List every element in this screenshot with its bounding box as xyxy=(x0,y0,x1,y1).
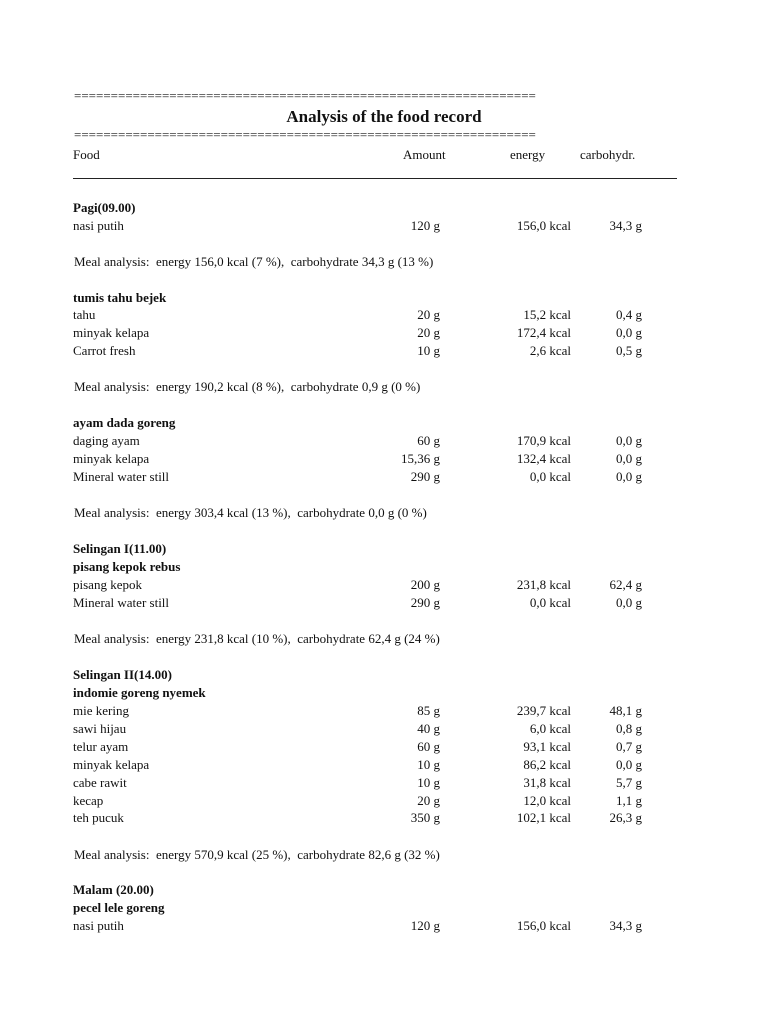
table-row xyxy=(0,702,768,720)
table-row xyxy=(0,342,768,360)
table-row xyxy=(0,774,768,792)
row-amount: 350 g xyxy=(410,810,440,825)
table-row xyxy=(0,576,768,594)
row-carb: 0,5 g xyxy=(616,343,642,358)
row-amount: 20 g xyxy=(417,307,440,322)
table-row xyxy=(0,917,768,935)
row-amount: 120 g xyxy=(410,218,440,233)
table-row xyxy=(0,306,768,324)
row-food: daging ayam xyxy=(73,433,140,448)
row-energy: 2,6 kcal xyxy=(529,343,571,358)
row-energy: 102,1 kcal xyxy=(516,810,571,825)
row-food: minyak kelapa xyxy=(73,757,150,772)
row-carb: 0,0 g xyxy=(616,757,642,772)
title-rule: =============================================================== xyxy=(74,128,536,142)
table-row xyxy=(0,450,768,468)
row-carb: 34,3 g xyxy=(609,218,642,233)
row-food: Mineral water still xyxy=(73,469,170,484)
row-amount: 20 g xyxy=(417,325,440,340)
row-amount: 200 g xyxy=(410,577,440,592)
row-food: telur ayam xyxy=(73,739,129,754)
table-row xyxy=(0,324,768,342)
row-food: teh pucuk xyxy=(73,810,124,825)
row-amount: 85 g xyxy=(417,703,440,718)
row-energy: 0,0 kcal xyxy=(529,469,571,484)
meal-title: Pagi(09.00) xyxy=(73,200,136,215)
row-amount: 10 g xyxy=(417,775,440,790)
row-carb: 0,8 g xyxy=(616,721,642,736)
header-food: Food xyxy=(73,147,100,162)
meal-analysis: Meal analysis: energy 231,8 kcal (10 %), carbohydrate 62,4 g (24 %) xyxy=(74,631,440,646)
recipe-title: pecel lele goreng xyxy=(73,900,165,915)
row-energy: 156,0 kcal xyxy=(516,218,571,233)
row-food: minyak kelapa xyxy=(73,451,150,466)
row-carb: 5,7 g xyxy=(616,775,642,790)
row-carb: 0,0 g xyxy=(616,325,642,340)
table-row xyxy=(0,756,768,774)
top-rule: =============================================================== xyxy=(74,89,536,103)
row-energy: 231,8 kcal xyxy=(516,577,571,592)
row-amount: 10 g xyxy=(417,757,440,772)
row-amount: 15,36 g xyxy=(401,451,440,466)
row-food: pisang kepok xyxy=(73,577,142,592)
row-energy: 156,0 kcal xyxy=(516,918,571,933)
table-row xyxy=(0,720,768,738)
table-row xyxy=(0,809,768,827)
row-energy: 15,2 kcal xyxy=(523,307,571,322)
meal-title: Selingan II(14.00) xyxy=(73,667,172,682)
row-carb: 1,1 g xyxy=(616,793,642,808)
row-energy: 172,4 kcal xyxy=(516,325,571,340)
row-amount: 20 g xyxy=(417,793,440,808)
row-amount: 120 g xyxy=(410,918,440,933)
meal-analysis: Meal analysis: energy 190,2 kcal (8 %), carbohydrate 0,9 g (0 %) xyxy=(74,379,421,394)
table-row xyxy=(0,432,768,450)
row-energy: 170,9 kcal xyxy=(516,433,571,448)
meal-analysis: Meal analysis: energy 570,9 kcal (25 %), carbohydrate 82,6 g (32 %) xyxy=(74,847,440,862)
row-carb: 0,0 g xyxy=(616,451,642,466)
row-amount: 10 g xyxy=(417,343,440,358)
row-carb: 26,3 g xyxy=(609,810,642,825)
row-carb: 0,0 g xyxy=(616,433,642,448)
recipe-title: tumis tahu bejek xyxy=(73,290,167,305)
table-row xyxy=(0,217,768,235)
row-energy: 12,0 kcal xyxy=(523,793,571,808)
row-food: tahu xyxy=(73,307,96,322)
table-row xyxy=(0,468,768,486)
row-amount: 40 g xyxy=(417,721,440,736)
header-energy: energy xyxy=(510,147,546,162)
recipe-title: ayam dada goreng xyxy=(73,415,176,430)
meal-title: Malam (20.00) xyxy=(73,882,154,897)
row-energy: 6,0 kcal xyxy=(529,721,571,736)
row-amount: 290 g xyxy=(410,595,440,610)
meal-analysis: Meal analysis: energy 156,0 kcal (7 %), carbohydrate 34,3 g (13 %) xyxy=(74,254,434,269)
table-row xyxy=(0,738,768,756)
row-carb: 0,0 g xyxy=(616,595,642,610)
row-food: Carrot fresh xyxy=(73,343,136,358)
row-amount: 60 g xyxy=(417,739,440,754)
header-carb: carbohydr. xyxy=(580,147,636,162)
row-food: nasi putih xyxy=(73,918,124,933)
header-divider xyxy=(73,178,677,179)
row-carb: 34,3 g xyxy=(609,918,642,933)
header-amount: Amount xyxy=(403,147,446,162)
row-food: sawi hijau xyxy=(73,721,127,736)
row-carb: 0,0 g xyxy=(616,469,642,484)
meal-analysis: Meal analysis: energy 303,4 kcal (13 %), carbohydrate 0,0 g (0 %) xyxy=(74,505,427,520)
row-carb: 0,7 g xyxy=(616,739,642,754)
row-food: nasi putih xyxy=(73,218,124,233)
row-amount: 290 g xyxy=(410,469,440,484)
row-carb: 48,1 g xyxy=(609,703,642,718)
row-food: mie kering xyxy=(73,703,129,718)
row-carb: 0,4 g xyxy=(616,307,642,322)
row-energy: 132,4 kcal xyxy=(516,451,571,466)
row-energy: 86,2 kcal xyxy=(523,757,571,772)
row-energy: 31,8 kcal xyxy=(523,775,571,790)
row-energy: 239,7 kcal xyxy=(516,703,571,718)
table-row xyxy=(0,594,768,612)
row-energy: 93,1 kcal xyxy=(523,739,571,754)
table-row xyxy=(0,792,768,810)
page-title: Analysis of the food record xyxy=(286,107,482,126)
row-amount: 60 g xyxy=(417,433,440,448)
row-food: kecap xyxy=(73,793,104,808)
recipe-title: indomie goreng nyemek xyxy=(73,685,206,700)
row-food: Mineral water still xyxy=(73,595,170,610)
meal-title: Selingan I(11.00) xyxy=(73,541,167,556)
row-carb: 62,4 g xyxy=(609,577,642,592)
row-energy: 0,0 kcal xyxy=(529,595,571,610)
recipe-title: pisang kepok rebus xyxy=(73,559,181,574)
row-food: minyak kelapa xyxy=(73,325,150,340)
row-food: cabe rawit xyxy=(73,775,127,790)
